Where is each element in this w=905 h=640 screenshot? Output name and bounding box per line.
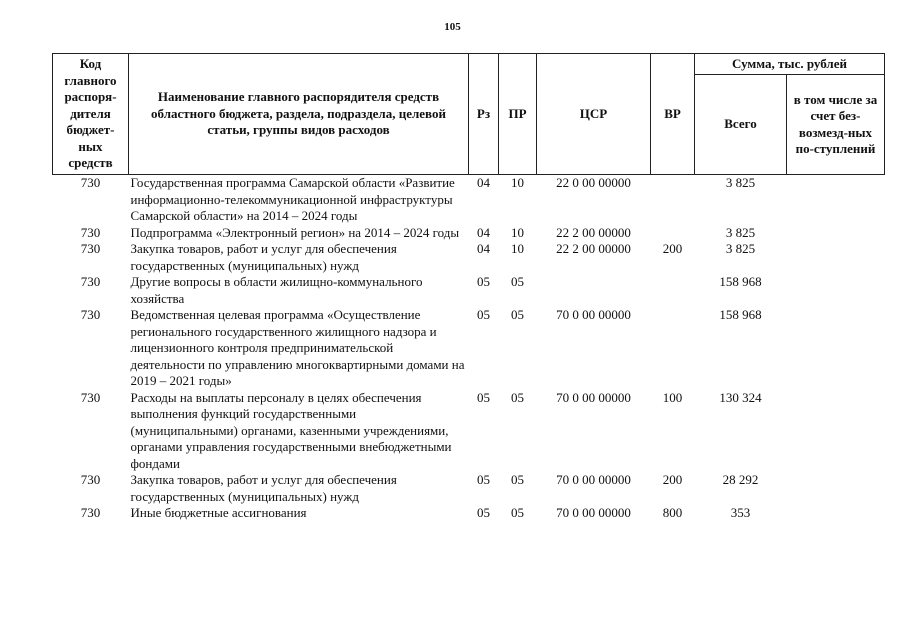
cell-vr: 200 [662, 241, 683, 256]
header-vr: ВР [651, 54, 695, 175]
cell-name: Расходы на выплаты персоналу в целях обеспечения выполнения функций государственными (муниципальными) органами, казенными учреждениями, органами управления государственными внебюджетными фондами [130, 389, 452, 471]
cell-csr: 22 2 00 00000 [556, 241, 631, 256]
cell-code: 730 [80, 274, 101, 289]
cell-vr: 100 [662, 389, 683, 405]
cell-csr: 22 2 00 00000 [556, 224, 631, 240]
cell-rz: 04 [477, 224, 490, 240]
header-sum: Сумма, тыс. рублей [695, 54, 885, 75]
cell-pr: 05 [511, 274, 524, 289]
cell-name: Закупка товаров, работ и услуг для обеспечения государственных (муниципальных) нужд [130, 472, 397, 504]
table-row [53, 225, 885, 242]
table-row [53, 472, 885, 505]
header-rz: Рз [469, 54, 499, 175]
cell-code: 730 [80, 307, 101, 322]
cell-csr: 70 0 00 00000 [556, 472, 631, 487]
cell-pr: 05 [511, 307, 524, 322]
cell-csr: 70 0 00 00000 [556, 505, 631, 520]
cell-code: 730 [80, 389, 101, 405]
cell-vr: 200 [662, 472, 683, 487]
table-row [53, 505, 885, 522]
cell-name: Другие вопросы в области жилищно-коммунального хозяйства [130, 274, 423, 306]
cell-pr: 05 [511, 505, 524, 520]
cell-vr [651, 175, 695, 225]
cell-total: 3 825 [725, 224, 756, 240]
budget-table [52, 53, 885, 522]
table-header [53, 54, 885, 175]
cell-free [787, 225, 885, 242]
table-body [53, 175, 885, 522]
cell-free [787, 307, 885, 390]
cell-rz: 05 [477, 307, 490, 322]
cell-rz: 05 [477, 274, 490, 289]
table-row [53, 175, 885, 225]
cell-pr: 05 [511, 472, 524, 487]
cell-name: Ведомственная целевая программа «Осуществление регионального государственного жилищного надзора и лицензионного контроля предпринимательской деятельности по управлению многоквартирными домами на 2019 – 2021 годы» [130, 307, 465, 388]
cell-vr [651, 274, 695, 307]
cell-rz: 04 [477, 175, 490, 190]
cell-code: 730 [80, 505, 101, 520]
header-free: в том числе за счет без-возмезд-ных по-ступлений [787, 75, 885, 175]
cell-pr: 10 [511, 175, 524, 190]
cell-csr: 70 0 00 00000 [556, 307, 631, 322]
cell-code: 730 [80, 175, 101, 190]
cell-rz: 04 [477, 241, 490, 256]
table-row [53, 241, 885, 274]
cell-total: 130 324 [719, 389, 762, 405]
cell-name: Государственная программа Самарской области «Развитие информационно-телекоммуникационной инфраструктуры Самарской области» на 2014 – 2024 годы [130, 175, 455, 223]
cell-name: Иные бюджетные ассигнования [130, 505, 307, 520]
cell-total: 158 968 [719, 274, 762, 289]
cell-pr: 10 [511, 241, 524, 256]
cell-total: 3 825 [725, 241, 756, 256]
cell-free [787, 505, 885, 522]
cell-free [787, 472, 885, 505]
cell-free [787, 241, 885, 274]
header-csr: ЦСР [537, 54, 651, 175]
cell-code: 730 [80, 241, 101, 256]
cell-code: 730 [80, 472, 101, 487]
cell-vr: 800 [662, 505, 683, 520]
cell-csr [537, 274, 651, 307]
cell-total: 28 292 [722, 472, 759, 487]
header-code: Код главного распоря-дителя бюджет-ных средств [53, 54, 129, 175]
cell-rz: 05 [477, 505, 490, 520]
cell-vr [651, 307, 695, 390]
cell-total: 158 968 [719, 307, 762, 322]
table-row [53, 390, 885, 473]
cell-pr: 05 [511, 389, 524, 405]
cell-name: Подпрограмма «Электронный регион» на 2014 – 2024 годы [130, 224, 460, 240]
cell-pr: 10 [511, 224, 524, 240]
header-pr: ПР [499, 54, 537, 175]
cell-name: Закупка товаров, работ и услуг для обеспечения государственных (муниципальных) нужд [130, 241, 397, 273]
cell-total: 3 825 [725, 175, 756, 190]
cell-csr: 70 0 00 00000 [556, 389, 631, 405]
cell-rz: 05 [477, 472, 490, 487]
cell-free [787, 274, 885, 307]
cell-free [787, 175, 885, 225]
cell-code: 730 [80, 224, 101, 240]
cell-vr [651, 225, 695, 242]
header-total: Всего [695, 75, 787, 175]
table-row [53, 307, 885, 390]
header-name: Наименование главного распорядителя средств областного бюджета, раздела, подраздела, целевой статьи, группы видов расходов [129, 54, 469, 175]
table-row [53, 274, 885, 307]
cell-csr: 22 0 00 00000 [556, 175, 631, 190]
cell-rz: 05 [477, 389, 490, 405]
page-number: 105 [444, 21, 461, 33]
cell-total: 353 [730, 505, 751, 520]
cell-free [787, 390, 885, 473]
